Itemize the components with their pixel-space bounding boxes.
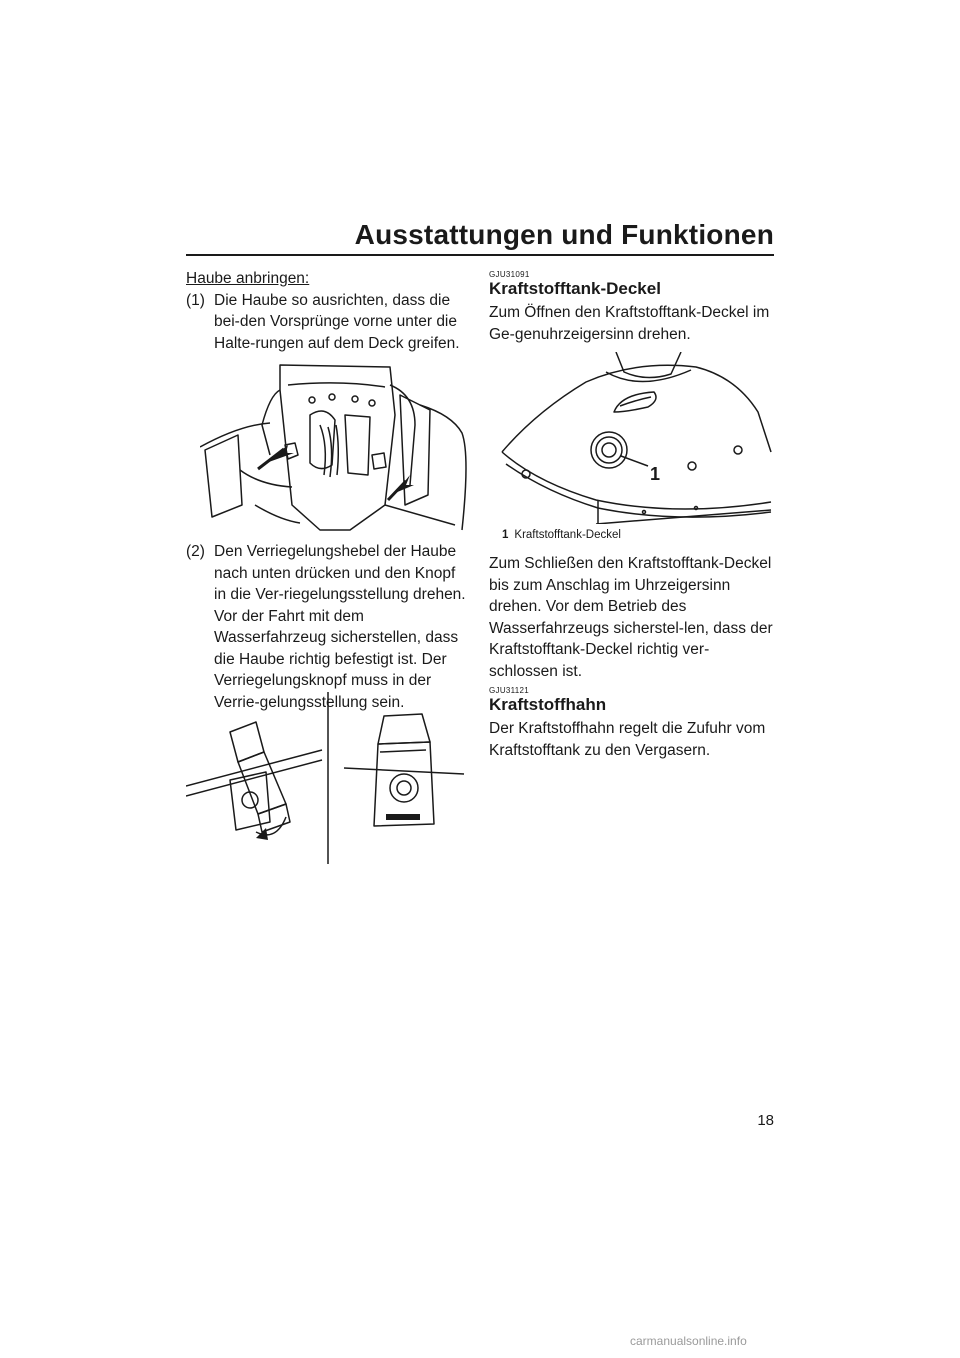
watermark: carmanualsonline.info	[630, 1334, 747, 1348]
right-column-bottom	[489, 553, 775, 761]
fuel-cap-illustration-icon	[496, 352, 776, 524]
subheading-hood-mount: Haube anbringen:	[186, 270, 310, 287]
heading-fuel-cap: Kraftstofftank-Deckel	[489, 279, 661, 298]
step-2	[186, 541, 468, 713]
page-title: Ausstattungen und Funktionen	[354, 219, 774, 250]
right-column-top	[489, 270, 775, 345]
text-fuel-cap-close: Zum Schließen den Kraftstofftank-Deckel bis zum Anschlag im Uhrzeigersinn drehen. Vor dem Betrieb des Wasserfahrzeugs sicherstel-len, dass der Kraftstofftank-Deckel richtig ver-schlossen ist.	[489, 555, 773, 680]
section-code-fuel-tap: GJU31121	[489, 686, 530, 695]
page-number: 18	[757, 1112, 774, 1129]
figure-lock-knob	[186, 692, 466, 864]
hood-mounting-illustration-icon	[200, 355, 470, 535]
left-column	[186, 268, 468, 354]
figure-hood-mount	[200, 355, 470, 535]
section-code-fuel-cap: GJU31091	[489, 270, 530, 279]
heading-fuel-tap: Kraftstoffhahn	[489, 695, 607, 714]
caption-text: Kraftstofftank-Deckel	[514, 529, 621, 541]
step-1	[186, 290, 468, 355]
left-column-lower	[186, 541, 468, 713]
title-rule	[186, 254, 774, 256]
figure-fuel-cap	[496, 352, 776, 524]
step-1-text: Die Haube so ausrichten, dass die bei-den Vorsprünge vorne unter die Halte-rungen auf dem Deck greifen.	[214, 291, 460, 352]
text-fuel-cap-open: Zum Öffnen den Kraftstofftank-Deckel im Ge-genuhrzeigersinn drehen.	[489, 304, 770, 343]
figure-caption	[502, 528, 621, 542]
lock-knob-illustration-icon	[186, 692, 466, 864]
fuel-cap-callout: 1	[650, 464, 661, 484]
step-2-text: Den Verriegelungshebel der Haube nach unten drücken und den Knopf in die Ver-riegelungsstellung drehen. Vor der Fahrt mit dem Wasserfahrzeug sicherstellen, dass die Haube richtig befestigt ist. Der Verriegelungsknopf muss in der Verrie-gelungsstellung sein.	[214, 543, 466, 711]
text-fuel-tap: Der Kraftstoffhahn regelt die Zufuhr vom Kraftstofftank zu den Vergasern.	[489, 720, 766, 759]
step-2-number: (2)	[186, 543, 205, 560]
step-1-number: (1)	[186, 291, 205, 309]
caption-number: 1	[502, 529, 509, 541]
